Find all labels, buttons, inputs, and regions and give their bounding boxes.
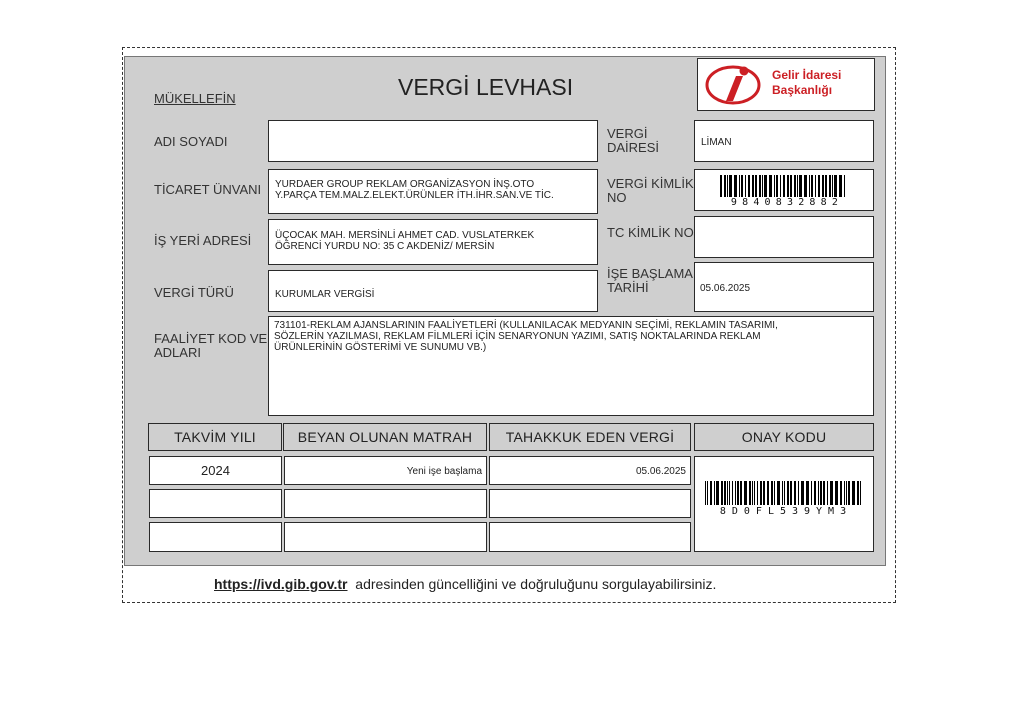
address-line-1: ÜÇOCAK MAH. MERSİNLİ AHMET CAD. VUSLATERKEK bbox=[275, 230, 535, 241]
tax-office-label-line-1: VERGİ bbox=[607, 126, 648, 141]
tax-office-value bbox=[694, 120, 874, 162]
tax-type-text: KURUMLAR VERGİSİ bbox=[275, 289, 375, 300]
approval-barcode bbox=[705, 481, 865, 505]
tax-id-label-line-2: NO bbox=[607, 190, 627, 205]
row-1-tax: 05.06.2025 bbox=[489, 456, 691, 485]
tax-id-value bbox=[694, 169, 874, 211]
tax-type-label: VERGİ TÜRÜ bbox=[154, 285, 234, 300]
trade-name-value bbox=[268, 169, 598, 214]
row-1-base: Yeni işe başlama bbox=[284, 456, 487, 485]
start-date-text: 05.06.2025 bbox=[700, 283, 751, 294]
start-date-label-line-1: İŞE BAŞLAMA bbox=[607, 266, 693, 281]
gib-logo-box bbox=[697, 58, 875, 111]
header-accrued-tax: TAHAKKUK EDEN VERGİ bbox=[489, 423, 691, 451]
row-1-year: 2024 bbox=[149, 456, 282, 485]
activity-line-3: ÜRÜNLERİNİN GÖSTERİMİ VE SUNUMU VB.) bbox=[274, 342, 487, 353]
start-date-value bbox=[694, 262, 874, 312]
row-2-base bbox=[284, 489, 487, 518]
approval-code-text: 8D0FL539YM3 bbox=[719, 506, 853, 517]
activity-label-line-1: FAALİYET KOD VE bbox=[154, 331, 268, 346]
row-2-tax bbox=[489, 489, 691, 518]
header-approval-code: ONAY KODU bbox=[694, 423, 874, 451]
header-calendar-year: TAKVİM YILI bbox=[148, 423, 282, 451]
logo-line-1: Gelir İdaresi bbox=[772, 68, 842, 82]
tax-type-value bbox=[268, 270, 598, 312]
tax-office-label-line-2: DAİRESİ bbox=[607, 140, 660, 155]
activity-label bbox=[154, 332, 267, 360]
start-date-label bbox=[607, 267, 693, 295]
verify-link[interactable]: https://ivd.gib.gov.tr bbox=[214, 576, 348, 592]
name-label: ADI SOYADI bbox=[154, 134, 228, 149]
header-declared-base: BEYAN OLUNAN MATRAH bbox=[283, 423, 487, 451]
tax-id-number: 9840832882 bbox=[730, 197, 844, 208]
approval-code-box bbox=[694, 456, 874, 552]
tax-office-label bbox=[607, 127, 659, 155]
trade-name-line-1: YURDAER GROUP REKLAM ORGANİZASYON İNŞ.OTO bbox=[275, 179, 535, 190]
gib-logo-icon bbox=[704, 64, 764, 106]
logo-line-2: Başkanlığı bbox=[772, 83, 833, 97]
row-3-year bbox=[149, 522, 282, 552]
address-label: İŞ YERİ ADRESİ bbox=[154, 233, 252, 248]
section-label: MÜKELLEFİN bbox=[154, 91, 236, 106]
name-value bbox=[268, 120, 598, 162]
page-title: VERGİ LEVHASI bbox=[398, 74, 574, 100]
tax-id-barcode bbox=[720, 175, 848, 197]
footer-note bbox=[214, 576, 716, 592]
tc-id-label: TC KİMLİK NO bbox=[607, 225, 694, 240]
address-value bbox=[268, 219, 598, 265]
activity-line-1: 731101-REKLAM AJANSLARININ FAALİYETLERİ (KULLANILACAK MEDYANIN SEÇİMİ, REKLAMIN TASARIMI, bbox=[274, 320, 778, 331]
row-3-tax bbox=[489, 522, 691, 552]
trade-name-line-2: Y.PARÇA TEM.MALZ.ELEKT.ÜRÜNLER İTH.İHR.SAN.VE TİC. bbox=[275, 190, 554, 201]
row-2-year bbox=[149, 489, 282, 518]
activity-value bbox=[268, 316, 874, 416]
tax-office-text: LİMAN bbox=[701, 137, 732, 148]
tax-id-label-line-1: VERGİ KİMLİK bbox=[607, 176, 694, 191]
address-line-2: ÖĞRENCİ YURDU NO: 35 C AKDENİZ/ MERSİN bbox=[275, 241, 495, 252]
start-date-label-line-2: TARİHİ bbox=[607, 280, 649, 295]
activity-line-2: SÖZLERİN YAZILMASI, REKLAM FİLMLERİ İÇİN SENARYONUN YAZIMI, SATIŞ NOKTALARINDA REKLAM bbox=[274, 331, 761, 342]
tc-id-value bbox=[694, 216, 874, 258]
tax-id-label bbox=[607, 177, 694, 205]
trade-name-label: TİCARET ÜNVANI bbox=[154, 182, 262, 197]
activity-label-line-2: ADLARI bbox=[154, 345, 201, 360]
row-3-base bbox=[284, 522, 487, 552]
footer-text: adresinden güncelliğini ve doğruluğunu sorgulayabilirsiniz. bbox=[355, 576, 717, 592]
